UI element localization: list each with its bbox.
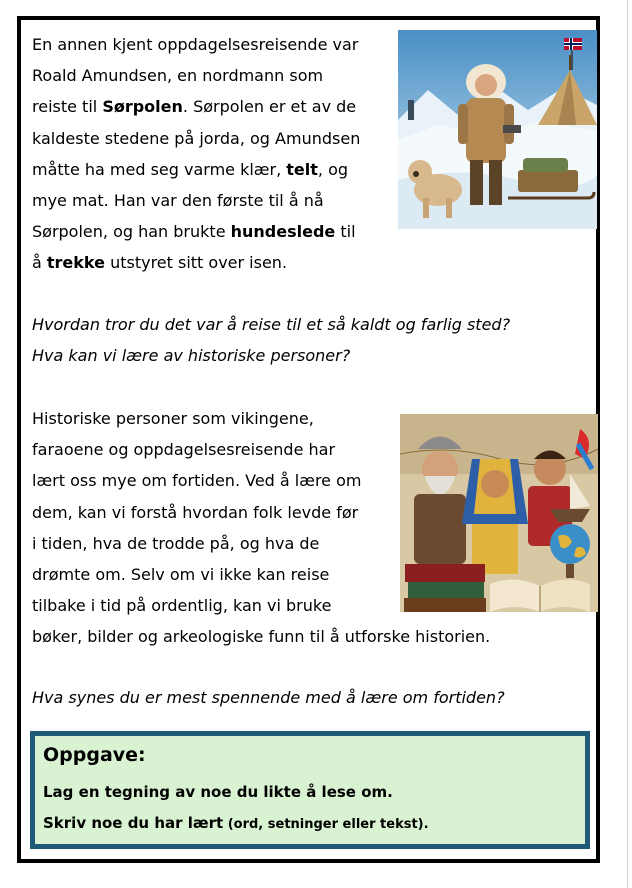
task-title: Oppgave:	[43, 744, 146, 766]
amundsen-paragraph-line	[32, 91, 360, 122]
bold-term: trekke	[46, 253, 105, 273]
history-collage-icon	[400, 414, 598, 612]
bold-term: hundeslede	[230, 222, 336, 242]
amundsen-paragraph-line	[32, 123, 360, 154]
amundsen-paragraph-line	[32, 247, 360, 278]
page-edge-line	[627, 0, 628, 888]
text-run: , og	[317, 159, 349, 179]
text-run: Roald Amundsen, en nordmann som	[32, 66, 324, 86]
amundsen-paragraph-line	[32, 216, 360, 247]
text-run: måtte ha med seg varme klær,	[32, 159, 287, 179]
task-instruction-drawing: Lag en tegning av noe du likte å lese om.	[43, 783, 393, 801]
text-run: mye mat. Han var den første til å nå	[32, 191, 324, 211]
amundsen-paragraph-line	[32, 29, 360, 60]
task-box	[30, 731, 590, 849]
text-run: kaldeste stedene på jorda, og Amundsen	[32, 128, 361, 148]
bold-term: telt	[286, 159, 318, 179]
question-one-line: Hvordan tror du det var å reise til et så kaldt og farlig sted?	[32, 315, 511, 334]
history-paragraph-line: Historiske personer som vikingene,	[32, 409, 314, 428]
amundsen-paragraph-line	[32, 185, 360, 216]
text-run: å	[32, 253, 47, 273]
bold-term: Sørpolen	[102, 97, 183, 117]
text-run: utstyret sitt over isen.	[104, 253, 288, 273]
history-paragraph-line: lært oss mye om fortiden. Ved å lære om	[32, 471, 362, 491]
amundsen-paragraph-line	[32, 154, 360, 185]
question-one-line: Hva kan vi lære av historiske personer?	[32, 346, 351, 366]
question-two: Hva synes du er mest spennende med å lære om fortiden?	[32, 688, 505, 707]
text-run: til	[335, 222, 356, 242]
question-one	[32, 309, 510, 371]
task-instruction-writing	[43, 814, 429, 832]
amundsen-paragraph-line	[32, 60, 360, 91]
polar-explorer-icon	[398, 30, 597, 229]
history-paragraph-line: faraoene og oppdagelsesreisende har	[32, 440, 336, 460]
text-run: . Sørpolen er et av de	[182, 97, 357, 117]
history-paragraph-line: bøker, bilder og arkeologiske funn til å utforske historien.	[32, 627, 491, 647]
text-run: reiste til	[32, 97, 103, 117]
history-paragraph-line: i tiden, hva de trodde på, og hva de	[32, 533, 320, 553]
task-writing-note: (ord, setninger eller tekst).	[223, 817, 429, 832]
history-paragraph-line: drømte om. Selv om vi ikke kan reise	[32, 565, 330, 585]
text-run: Sørpolen, og han brukte	[32, 222, 231, 242]
text-run: En annen kjent oppdagelsesreisende var	[32, 35, 359, 54]
amundsen-paragraph	[32, 29, 360, 279]
task-writing-main: Skriv noe du har lært	[43, 814, 224, 832]
history-paragraph-line: tilbake i tid på ordentlig, kan vi bruke	[32, 596, 332, 616]
history-paragraph-line: dem, kan vi forstå hvordan folk levde før	[32, 502, 359, 522]
